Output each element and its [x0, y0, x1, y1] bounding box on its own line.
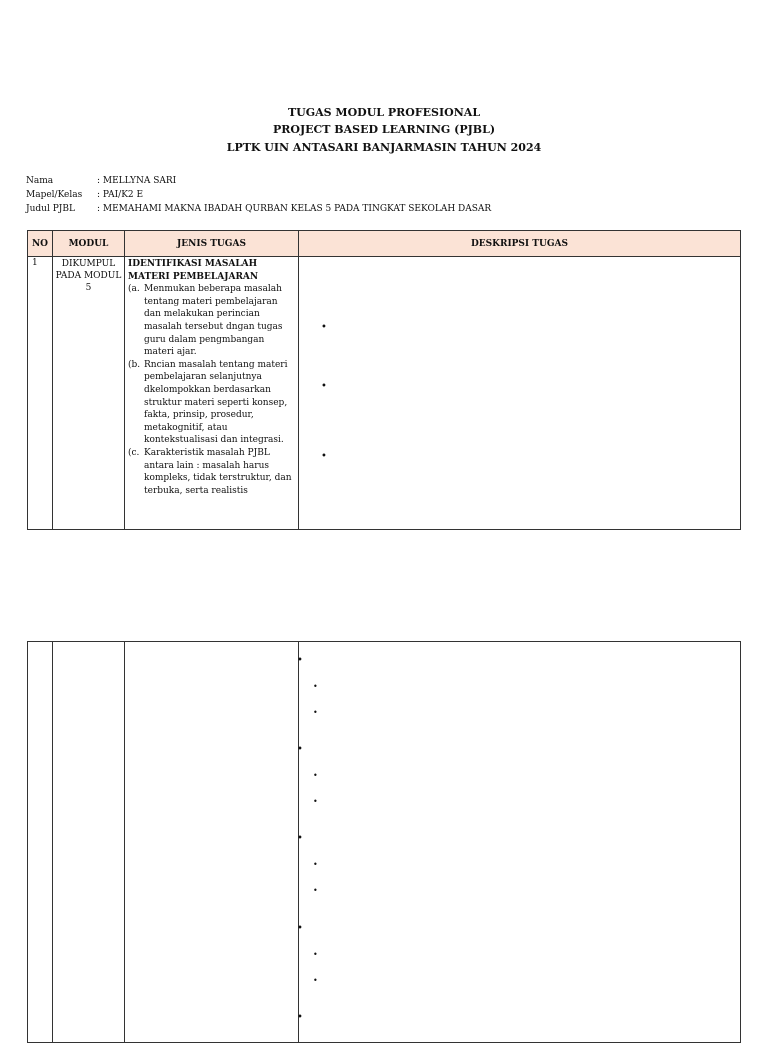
meta-mapel-label: Mapel/Kelas [26, 190, 83, 200]
header-jenis-tugas: JENIS TUGAS [125, 231, 299, 257]
cell-jenis-tugas [125, 257, 299, 530]
meta-mapel-value: : PAI/K2 E [97, 190, 144, 200]
header-deskripsi-tugas: DESKRIPSI TUGAS [299, 231, 741, 257]
cell-jenis-tugas [125, 642, 299, 1043]
bullet-icon: • [313, 771, 318, 780]
jenis-item-c-text: Karakteristik masalah PJBL antara lain : masalah harus kompleks, tidak terstruktur, dan terbuka, serta realistis [144, 447, 292, 496]
table-header-row [28, 231, 741, 257]
header-modul: MODUL [53, 231, 125, 257]
bullet-icon: • [313, 950, 318, 959]
bullet-icon: • [297, 744, 303, 755]
cell-modul: DIKUMPUL PADA MODUL 5 [53, 257, 125, 530]
task-table [27, 230, 741, 530]
bullet-icon: • [313, 886, 318, 895]
jenis-item-c [128, 447, 295, 497]
doc-title-line1: TUGAS MODUL PROFESIONAL [287, 106, 481, 119]
doc-title-line2: PROJECT BASED LEARNING (PJBL) [272, 123, 496, 136]
meta-nama-label: Nama [26, 176, 54, 186]
cell-no: 1 [28, 257, 53, 530]
cell-modul [53, 642, 125, 1043]
jenis-item-c-label: (c. [128, 447, 140, 458]
table-row [28, 257, 741, 530]
jenis-item-a-text: Menmukan beberapa masalah tentang materi pembelajaran dan melakukan perincian masalah tersebut dngan tugas guru dalam pengmbangan materi ajar. [144, 284, 283, 358]
bullet-icon: • [321, 322, 327, 333]
bullet-icon: • [297, 923, 303, 934]
bullet-icon: • [313, 860, 318, 869]
table-row [28, 642, 741, 1043]
cell-no [28, 642, 53, 1043]
cell-deskripsi-tugas [299, 257, 741, 530]
bullet-icon: • [313, 708, 318, 717]
jenis-item-b [128, 359, 295, 447]
bullet-icon: • [297, 833, 303, 844]
header-no: NO [28, 231, 53, 257]
meta-judul-label: Judul PJBL [26, 204, 75, 214]
bullet-icon: • [297, 655, 303, 666]
jenis-item-b-label: (b. [128, 359, 141, 370]
bullet-icon: • [321, 451, 327, 462]
meta-judul-value: : MEMAHAMI MAKNA IBADAH QURBAN KELAS 5 PADA TINGKAT SEKOLAH DASAR [97, 204, 492, 214]
jenis-heading: IDENTIFIKASI MASALAH MATERI PEMBELAJARAN [128, 259, 259, 282]
task-table-continued [27, 641, 741, 1043]
jenis-item-a-label: (a. [128, 284, 140, 295]
bullet-icon: • [313, 976, 318, 985]
bullet-icon: • [313, 682, 318, 691]
bullet-icon: • [321, 381, 327, 392]
doc-title-line3: LPTK UIN ANTASARI BANJARMASIN TAHUN 2024 [226, 141, 542, 154]
meta-nama-value: : MELLYNA SARI [97, 176, 177, 186]
cell-deskripsi-tugas [299, 642, 741, 1043]
bullet-icon: • [297, 1012, 303, 1023]
jenis-item-b-text: Rncian masalah tentang materi pembelajaran selanjutnya dkelompokkan berdasarkan struktur materi seperti konsep, fakta, prinsip, prosedur, metakognitif, atau kontekstualisasi dan integrasi. [144, 359, 288, 446]
jenis-item-a [128, 283, 295, 359]
bullet-icon: • [313, 797, 318, 806]
